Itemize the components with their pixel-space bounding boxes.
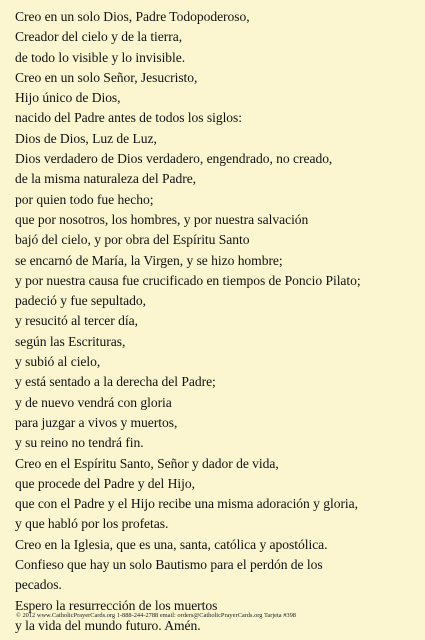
prayer-line: Confieso que hay un solo Bautismo para el perdón de los — [15, 557, 323, 573]
prayer-line: que procede del Padre y del Hijo, — [15, 475, 195, 491]
prayer-line: Creo en la Iglesia, que es una, santa, católica y apostólica. — [15, 536, 328, 552]
prayer-line: y que habló por los profetas. — [15, 516, 169, 532]
prayer-line: Dios verdadero de Dios verdadero, engendrado, no creado, — [15, 151, 333, 167]
prayer-line: de la misma naturaleza del Padre, — [15, 171, 197, 187]
prayer-line: por quien todo fue hecho; — [15, 191, 154, 207]
prayer-line: Creo en un solo Señor, Jesucristo, — [15, 69, 198, 85]
prayer-line: de todo lo visible y lo invisible. — [15, 49, 186, 65]
prayer-line: y su reino no tendrá fin. — [15, 435, 144, 451]
prayer-line: y por nuestra causa fue crucificado en tiempos de Poncio Pilato; — [15, 272, 361, 288]
prayer-line: Hijo único de Dios, — [15, 90, 121, 106]
prayer-line: se encarnó de María, la Virgen, y se hizo hombre; — [15, 252, 283, 268]
prayer-line: según las Escrituras, — [15, 333, 126, 349]
prayer-line: para juzgar a vivos y muertos, — [15, 414, 178, 430]
prayer-text — [15, 7, 415, 636]
copyright-footer: © 2012 www.CatholicPrayerCards.org 1-888-244-2788 email: orders@CatholicPrayerCards.org Tarjeta #398 — [16, 612, 297, 619]
prayer-line: Creo en un solo Dios, Padre Todopoderoso, — [15, 9, 250, 24]
prayer-line: y resucitó al tercer día, — [15, 313, 138, 329]
prayer-line: y subió al cielo, — [15, 354, 101, 370]
prayer-line: Dios de Dios, Luz de Luz, — [15, 130, 157, 146]
prayer-line: que por nosotros, los hombres, y por nuestra salvación — [15, 211, 309, 227]
prayer-line: Creo en el Espíritu Santo, Señor y dador de vida, — [15, 455, 279, 471]
prayer-line: Espero la resurrección de los muertos — [15, 597, 218, 613]
prayer-line: bajó del cielo, y por obra del Espíritu Santo — [15, 232, 250, 248]
prayer-line: pecados. — [15, 577, 62, 593]
prayer-line: y la vida del mundo futuro. Amén. — [15, 617, 201, 633]
prayer-line: que con el Padre y el Hijo recibe una misma adoración y gloria, — [15, 496, 358, 512]
prayer-line: nacido del Padre antes de todos los siglos: — [15, 110, 243, 126]
prayer-line: Creador del cielo y de la tierra, — [15, 29, 183, 45]
prayer-line: padeció y fue sepultado, — [15, 293, 146, 309]
prayer-line: y está sentado a la derecha del Padre; — [15, 374, 216, 390]
prayer-line: y de nuevo vendrá con gloria — [15, 394, 172, 410]
